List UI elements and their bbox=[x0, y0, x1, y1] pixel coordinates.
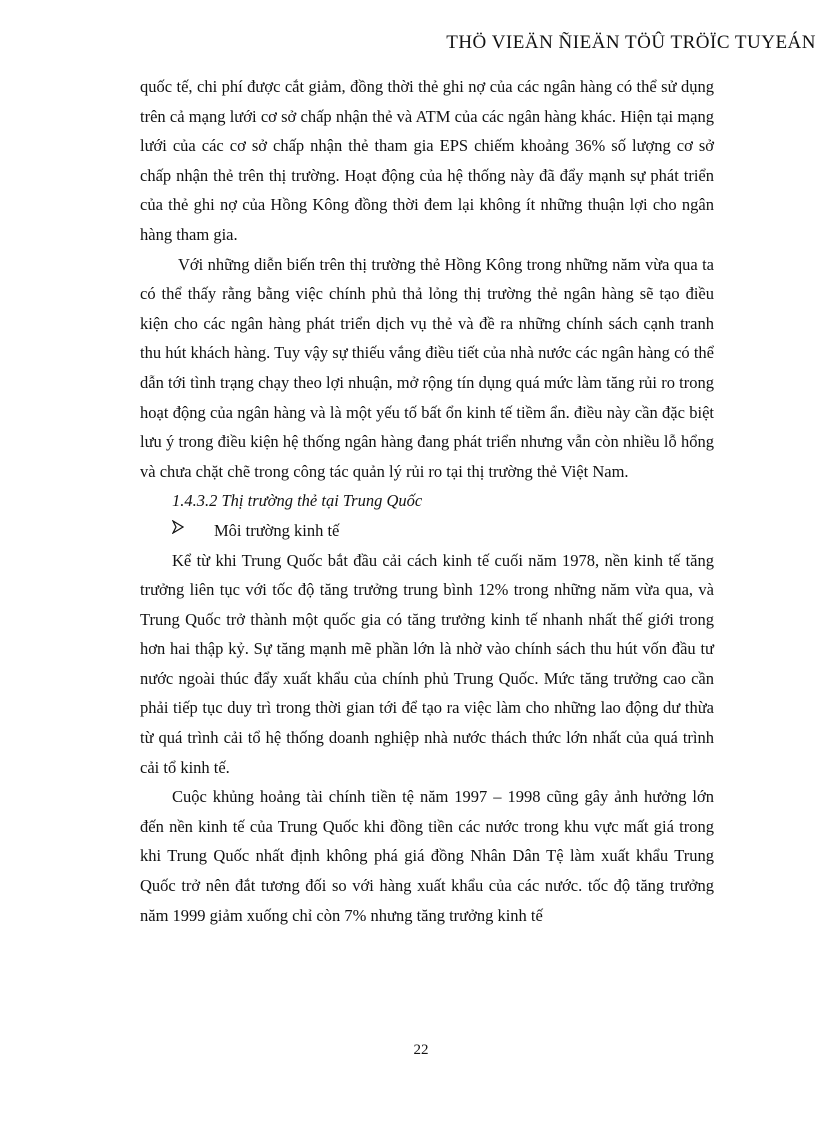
section-heading: 1.4.3.2 Thị trường thẻ tại Trung Quốc bbox=[172, 491, 423, 511]
paragraph: quốc tế, chi phí được cắt giảm, đồng thời thẻ ghi nợ của các ngân hàng có thể sử dụng trên cả mạng lưới cơ sở chấp nhận thẻ và ATM của các ngân hàng khác. Hiện tại mạng lưới của các cơ sở chấp nhận thẻ tham gia EPS chiếm khoảng 36% số lượng cơ sở chấp nhận thẻ trên thị trường. Hoạt động của hệ thống này đã đẩy mạnh sự phát triển của thẻ ghi nợ của Hồng Kông đồng thời đem lại không ít những thuận lợi cho ngân hàng tham gia. bbox=[140, 77, 714, 244]
arrow-bullet-glyph bbox=[172, 520, 184, 534]
paragraph: Cuộc khủng hoảng tài chính tiền tệ năm 1997 – 1998 cũng gây ảnh hưởng lớn đến nền kinh tế của Trung Quốc khi đồng tiền các nước trong khu vực mất giá trong khi Trung Quốc nhất định không phá giá đồng Nhân Dân Tệ làm xuất khẩu Trung Quốc trở nên đắt tương đối so với hàng xuất khẩu của các nước. tốc độ tăng trưởng năm 1999 giảm xuống chỉ còn 7% nhưng tăng trưởng kinh tế bbox=[140, 787, 714, 925]
bullet-label: Môi trường kinh tế bbox=[214, 520, 340, 540]
bullet-item bbox=[140, 516, 714, 546]
paragraph: Với những diễn biến trên thị trường thẻ Hồng Kông trong những năm vừa qua ta có thể thấy rằng bằng việc chính phủ thả lỏng thị trường thẻ ngân hàng sẽ tạo điều kiện cho các ngân hàng phát triển dịch vụ thẻ và đề ra những chính sách cạnh tranh thu hút khách hàng. Tuy vậy sự thiếu vắng điều tiết của nhà nước các ngân hàng có thể dẫn tới tình trạng chạy theo lợi nhuận, mở rộng tín dụng quá mức làm tăng rủi ro trong hoạt động của ngân hàng và là một yếu tố bất ổn kinh tế tiềm ẩn. điều này cần đặc biệt lưu ý trong điều kiện hệ thống ngân hàng đang phát triển nhưng vẫn còn nhiều lỗ hổng và chưa chặt chẽ trong công tác quản lý rủi ro tại thị trường thẻ Việt Nam. bbox=[140, 254, 714, 481]
page-body bbox=[140, 72, 714, 930]
paragraph: Kể từ khi Trung Quốc bắt đầu cải cách kinh tế cuối năm 1978, nền kinh tế tăng trưởng liên tục với tốc độ tăng trưởng trung bình 12% trong những năm vừa qua, và Trung Quốc trở thành một quốc gia có tăng trưởng kinh tế nhanh nhất thế giới trong hơn hai thập kỷ. Sự tăng mạnh mẽ phần lớn là nhờ vào chính sách thu hút vốn đầu tư nước ngoài thúc đẩy xuất khẩu của chính phủ Trung Quốc. Mức tăng trưởng cao cần phải tiếp tục duy trì trong thời gian tới để tạo ra việc làm cho những lao động dư thừa từ quá trình cải tổ hệ thống doanh nghiệp nhà nước thách thức lớn nhất của quá trình cải tổ kinh tế. bbox=[140, 550, 714, 777]
page-number: 22 bbox=[413, 1042, 429, 1058]
running-header: THÖ VIEÄN ÑIEÄN TÖÛ TRÖÏC TUYEÁN bbox=[446, 32, 816, 53]
arrow-bullet-icon bbox=[172, 516, 186, 546]
